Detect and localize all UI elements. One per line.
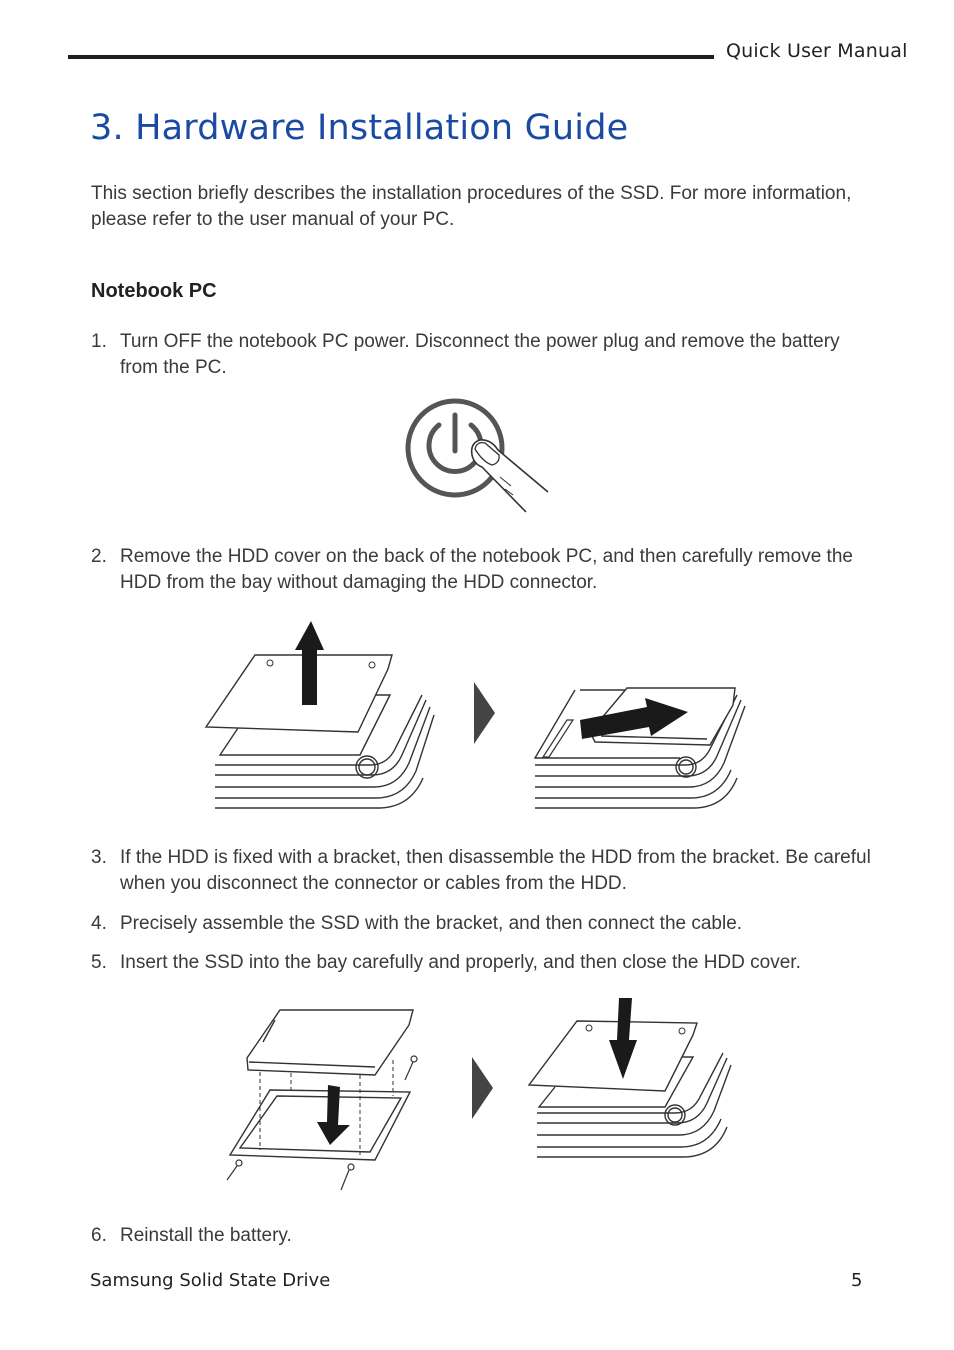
step-arrow-icon: [472, 680, 497, 746]
connector: [543, 720, 573, 757]
step-6: [91, 1223, 871, 1249]
step-text: If the HDD is fixed with a bracket, then disassemble the HDD from the bracket. Be careful when you disconnect the connector or cables from the HDD.: [120, 847, 871, 894]
step-text: Reinstall the battery.: [120, 1225, 292, 1246]
step-number: 4.: [91, 913, 107, 934]
page-title: 3. Hardware Installation Guide: [90, 108, 629, 148]
hdd-cover-panel: [529, 1021, 697, 1091]
power-button-illustration: [395, 393, 560, 518]
step-number: 2.: [91, 546, 107, 567]
step-text: Remove the HDD cover on the back of the notebook PC, and then carefully remove the HDD from the bay without damaging the HDD connector.: [120, 546, 853, 593]
intro-paragraph: This section briefly describes the installation procedures of the SSD. For more information, please refer to the user manual of your PC.: [91, 183, 852, 230]
section-heading-notebook-pc: Notebook PC: [91, 280, 217, 302]
finger-icon: [472, 440, 548, 512]
step-5: [91, 950, 871, 976]
slide-out-hdd-illustration: [525, 660, 755, 820]
footer-page-number: 5: [851, 1270, 863, 1291]
step-text: Turn OFF the notebook PC power. Disconnect the power plug and remove the battery from the PC.: [120, 331, 840, 378]
step-1: [91, 329, 871, 381]
step-arrow-icon-2: [470, 1055, 495, 1121]
remove-hdd-cover-illustration: [200, 615, 440, 815]
close-hdd-cover-illustration: [525, 995, 740, 1165]
step-3: [91, 845, 871, 897]
step-number: 1.: [91, 331, 107, 352]
ssd-bracket-illustration: [215, 1000, 430, 1195]
step-number: 6.: [91, 1225, 107, 1246]
step-number: 5.: [91, 952, 107, 973]
step-text: Insert the SSD into the bay carefully and properly, and then close the HDD cover.: [120, 952, 801, 973]
header-label: Quick User Manual: [726, 40, 908, 62]
down-arrow-icon: [317, 1085, 350, 1145]
footer-product-name: Samsung Solid State Drive: [90, 1270, 331, 1291]
header-rule: [68, 55, 714, 59]
ssd-drive: [247, 1010, 413, 1075]
hdd-cover-panel: [206, 655, 392, 732]
step-number: 3.: [91, 847, 107, 868]
step-4: [91, 911, 871, 937]
step-2: [91, 544, 871, 596]
step-text: Precisely assemble the SSD with the bracket, and then connect the cable.: [120, 913, 743, 934]
